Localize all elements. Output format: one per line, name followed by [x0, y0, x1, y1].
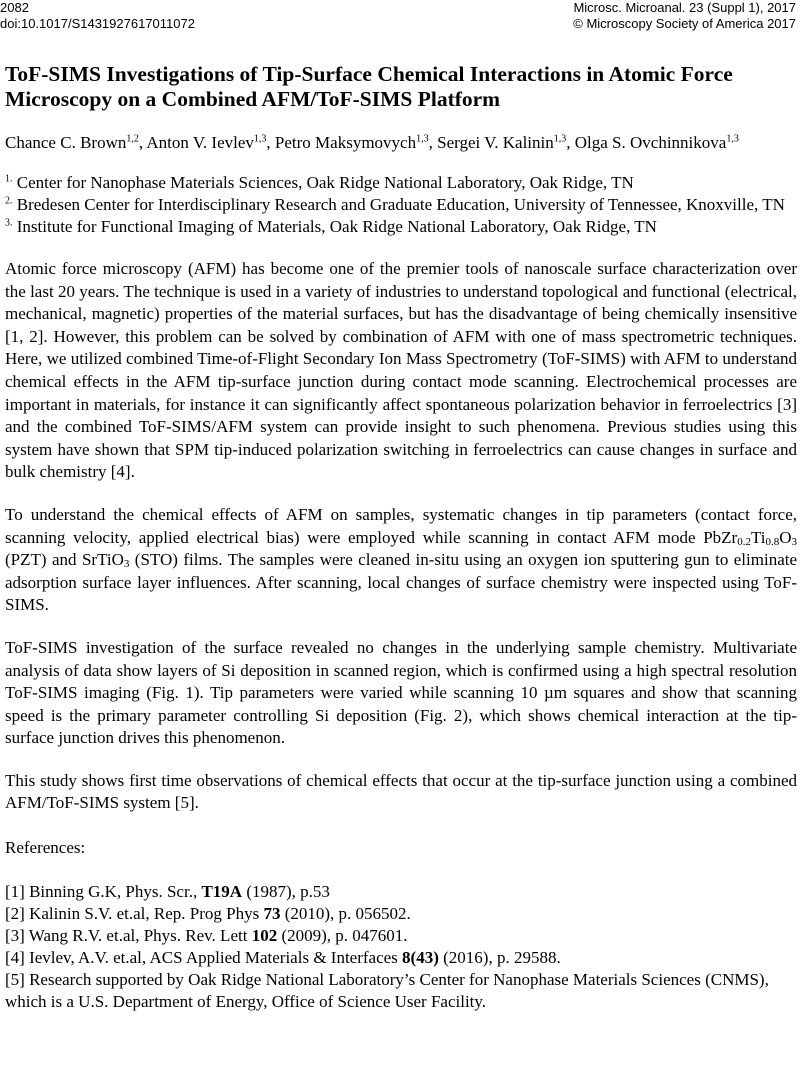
paragraph-text: (STO) films. The samples were cleaned in-situ using an oxygen ion sputtering gun to eliminate adsorption surface layer influences. After scanning, local changes of surface chemistry were inspected using ToF-SIMS. — [5, 550, 798, 615]
affiliation-text: Center for Nanophase Materials Sciences, Oak Ridge National Laboratory, Oak Ridge, TN — [12, 173, 634, 192]
reference-item — [5, 881, 797, 903]
abstract-body — [5, 62, 797, 1013]
reference-volume: 8(43) — [402, 948, 439, 968]
references-heading: References: — [5, 838, 86, 858]
affiliation-text: Institute for Functional Imaging of Materials, Oak Ridge National Laboratory, Oak Ridge, TN — [12, 217, 657, 236]
affiliation-number: 1. — [5, 173, 13, 185]
author-separator: , — [266, 133, 275, 152]
formula-subscript: 3 — [791, 535, 797, 548]
reference-text: [1] Binning G.K, Phys. Scr., — [5, 882, 202, 902]
author-list — [5, 132, 797, 154]
reference-text: (2010), p. 056502. — [280, 904, 411, 924]
paragraph-results: ToF-SIMS investigation of the surface revealed no changes in the underlying sample chemistry. Multivariate analysis of data show layers of Si deposition in scanned region, which is confirmed using a high spectral resolution ToF-SIMS imaging (Fig. 1). Tip parameters were varied while scanning 10 µm squares and show that scanning speed is the primary parameter controlling Si deposition (Fig. 2), which shows chemical interaction at the tip-surface junction drives this phenomenon. — [5, 637, 797, 748]
author-separator: , — [566, 133, 575, 152]
header-right — [573, 0, 796, 32]
reference-volume: T19A — [201, 882, 243, 902]
formula-text: Ti — [750, 527, 766, 547]
paragraph-conclusion: This study shows first time observations of chemical effects that occur at the tip-surface junction using a combined AFM/ToF-SIMS system [5]. — [5, 770, 797, 813]
author-name: Anton V. Ievlev — [146, 133, 254, 152]
reference-text: (1987), p.53 — [242, 882, 330, 902]
reference-list — [5, 881, 797, 1013]
formula-subscript: 0.2 — [737, 535, 751, 548]
author-separator: , — [428, 133, 438, 152]
paragraph-text: To understand the chemical effects of AFM on samples, systematic changes in tip parameters (contact force, scanning velocity, applied electrical bias) were employed while scanning in contact AFM mode — [5, 504, 797, 547]
reference-item — [5, 903, 797, 925]
affiliation-list — [5, 172, 797, 238]
affiliation-text: Bredesen Center for Interdisciplinary Research and Graduate Education, University of Tennessee, Knoxville, TN — [12, 195, 785, 214]
author-separator: , — [138, 133, 147, 152]
author-affiliation: 1,2 — [126, 133, 139, 145]
author-affiliation: 1,3 — [726, 133, 739, 145]
reference-text: (2016), p. 29588. — [438, 948, 561, 968]
affiliation-number: 3. — [5, 217, 13, 229]
copyright: © Microscopy Society of America 2017 — [573, 16, 796, 31]
paragraph-intro: Atomic force microscopy (AFM) has become one of the premier tools of nanoscale surface characterization over the last 20 years. The technique is used in a variety of industries to understand topological and functional (electrical, mechanical, magnetic) properties of the material surfaces, but has the disadvantage of being chemically insensitive [1, 2]. However, this problem can be solved by combination of AFM with one of mass spectrometric techniques. Here, we utilized combined Time-of-Flight Secondary Ion Mass Spectrometry (ToF-SIMS) with AFM to understand chemical effects in the AFM tip-surface junction during contact mode scanning. Electrochemical processes are important in materials, for instance it can significantly affect spontaneous polarization behavior in ferroelectrics [3] and the combined ToF-SIMS/AFM system can provide insight to such phenomena. Previous studies using this system have shown that SPM tip-induced polarization switching in ferroelectrics can cause changes in surface and bulk chemistry [4]. — [5, 259, 797, 482]
formula-subscript: 0.8 — [765, 535, 780, 548]
reference-volume: 102 — [251, 926, 278, 946]
author-name: Chance C. Brown — [5, 133, 127, 152]
header-left — [0, 0, 195, 32]
reference-text: [5] Research supported by Oak Ridge National Laboratory’s Center for Nanophase Materials Sciences (CNMS), which is a U.S. Department of Energy, Office of Science User Facility. — [5, 970, 769, 1012]
reference-text: [2] Kalinin S.V. et.al, Rep. Prog Phys — [5, 904, 264, 924]
author-affiliation: 1,3 — [553, 133, 567, 145]
page-number: 2082 — [0, 0, 29, 15]
author-name: Olga S. Ovchinnikova — [574, 133, 727, 152]
author-name: Petro Maksymovych — [274, 133, 417, 152]
author-affiliation: 1,3 — [416, 133, 429, 145]
paragraph-text: (PZT) and SrTiO — [5, 550, 124, 570]
paragraph-methods — [5, 504, 797, 617]
affiliation — [5, 172, 797, 194]
formula-subscript: 3 — [123, 558, 130, 571]
formula-text: PbZr — [703, 527, 738, 547]
affiliation-number: 2. — [5, 195, 13, 207]
reference-text: [3] Wang R.V. et.al, Phys. Rev. Lett — [5, 926, 252, 946]
affiliation — [5, 194, 797, 216]
reference-item — [5, 925, 797, 947]
reference-text: (2009), p. 047601. — [277, 926, 408, 946]
paper-title: ToF-SIMS Investigations of Tip-Surface Chemical Interactions in Atomic Force Microscopy on a Combined AFM/ToF-SIMS Platform — [5, 62, 733, 111]
affiliation — [5, 216, 797, 238]
author-name: Sergei V. Kalinin — [437, 133, 554, 152]
author-affiliation: 1,3 — [253, 133, 267, 145]
reference-item — [5, 947, 797, 969]
journal-citation: Microsc. Microanal. 23 (Suppl 1), 2017 — [573, 0, 796, 15]
reference-volume: 73 — [263, 904, 281, 924]
reference-item — [5, 969, 797, 1013]
formula-text: O — [779, 527, 792, 547]
doi: doi:10.1017/S1431927617011072 — [0, 16, 195, 31]
reference-text: [4] Ievlev, A.V. et.al, ACS Applied Materials & Interfaces — [5, 948, 403, 968]
